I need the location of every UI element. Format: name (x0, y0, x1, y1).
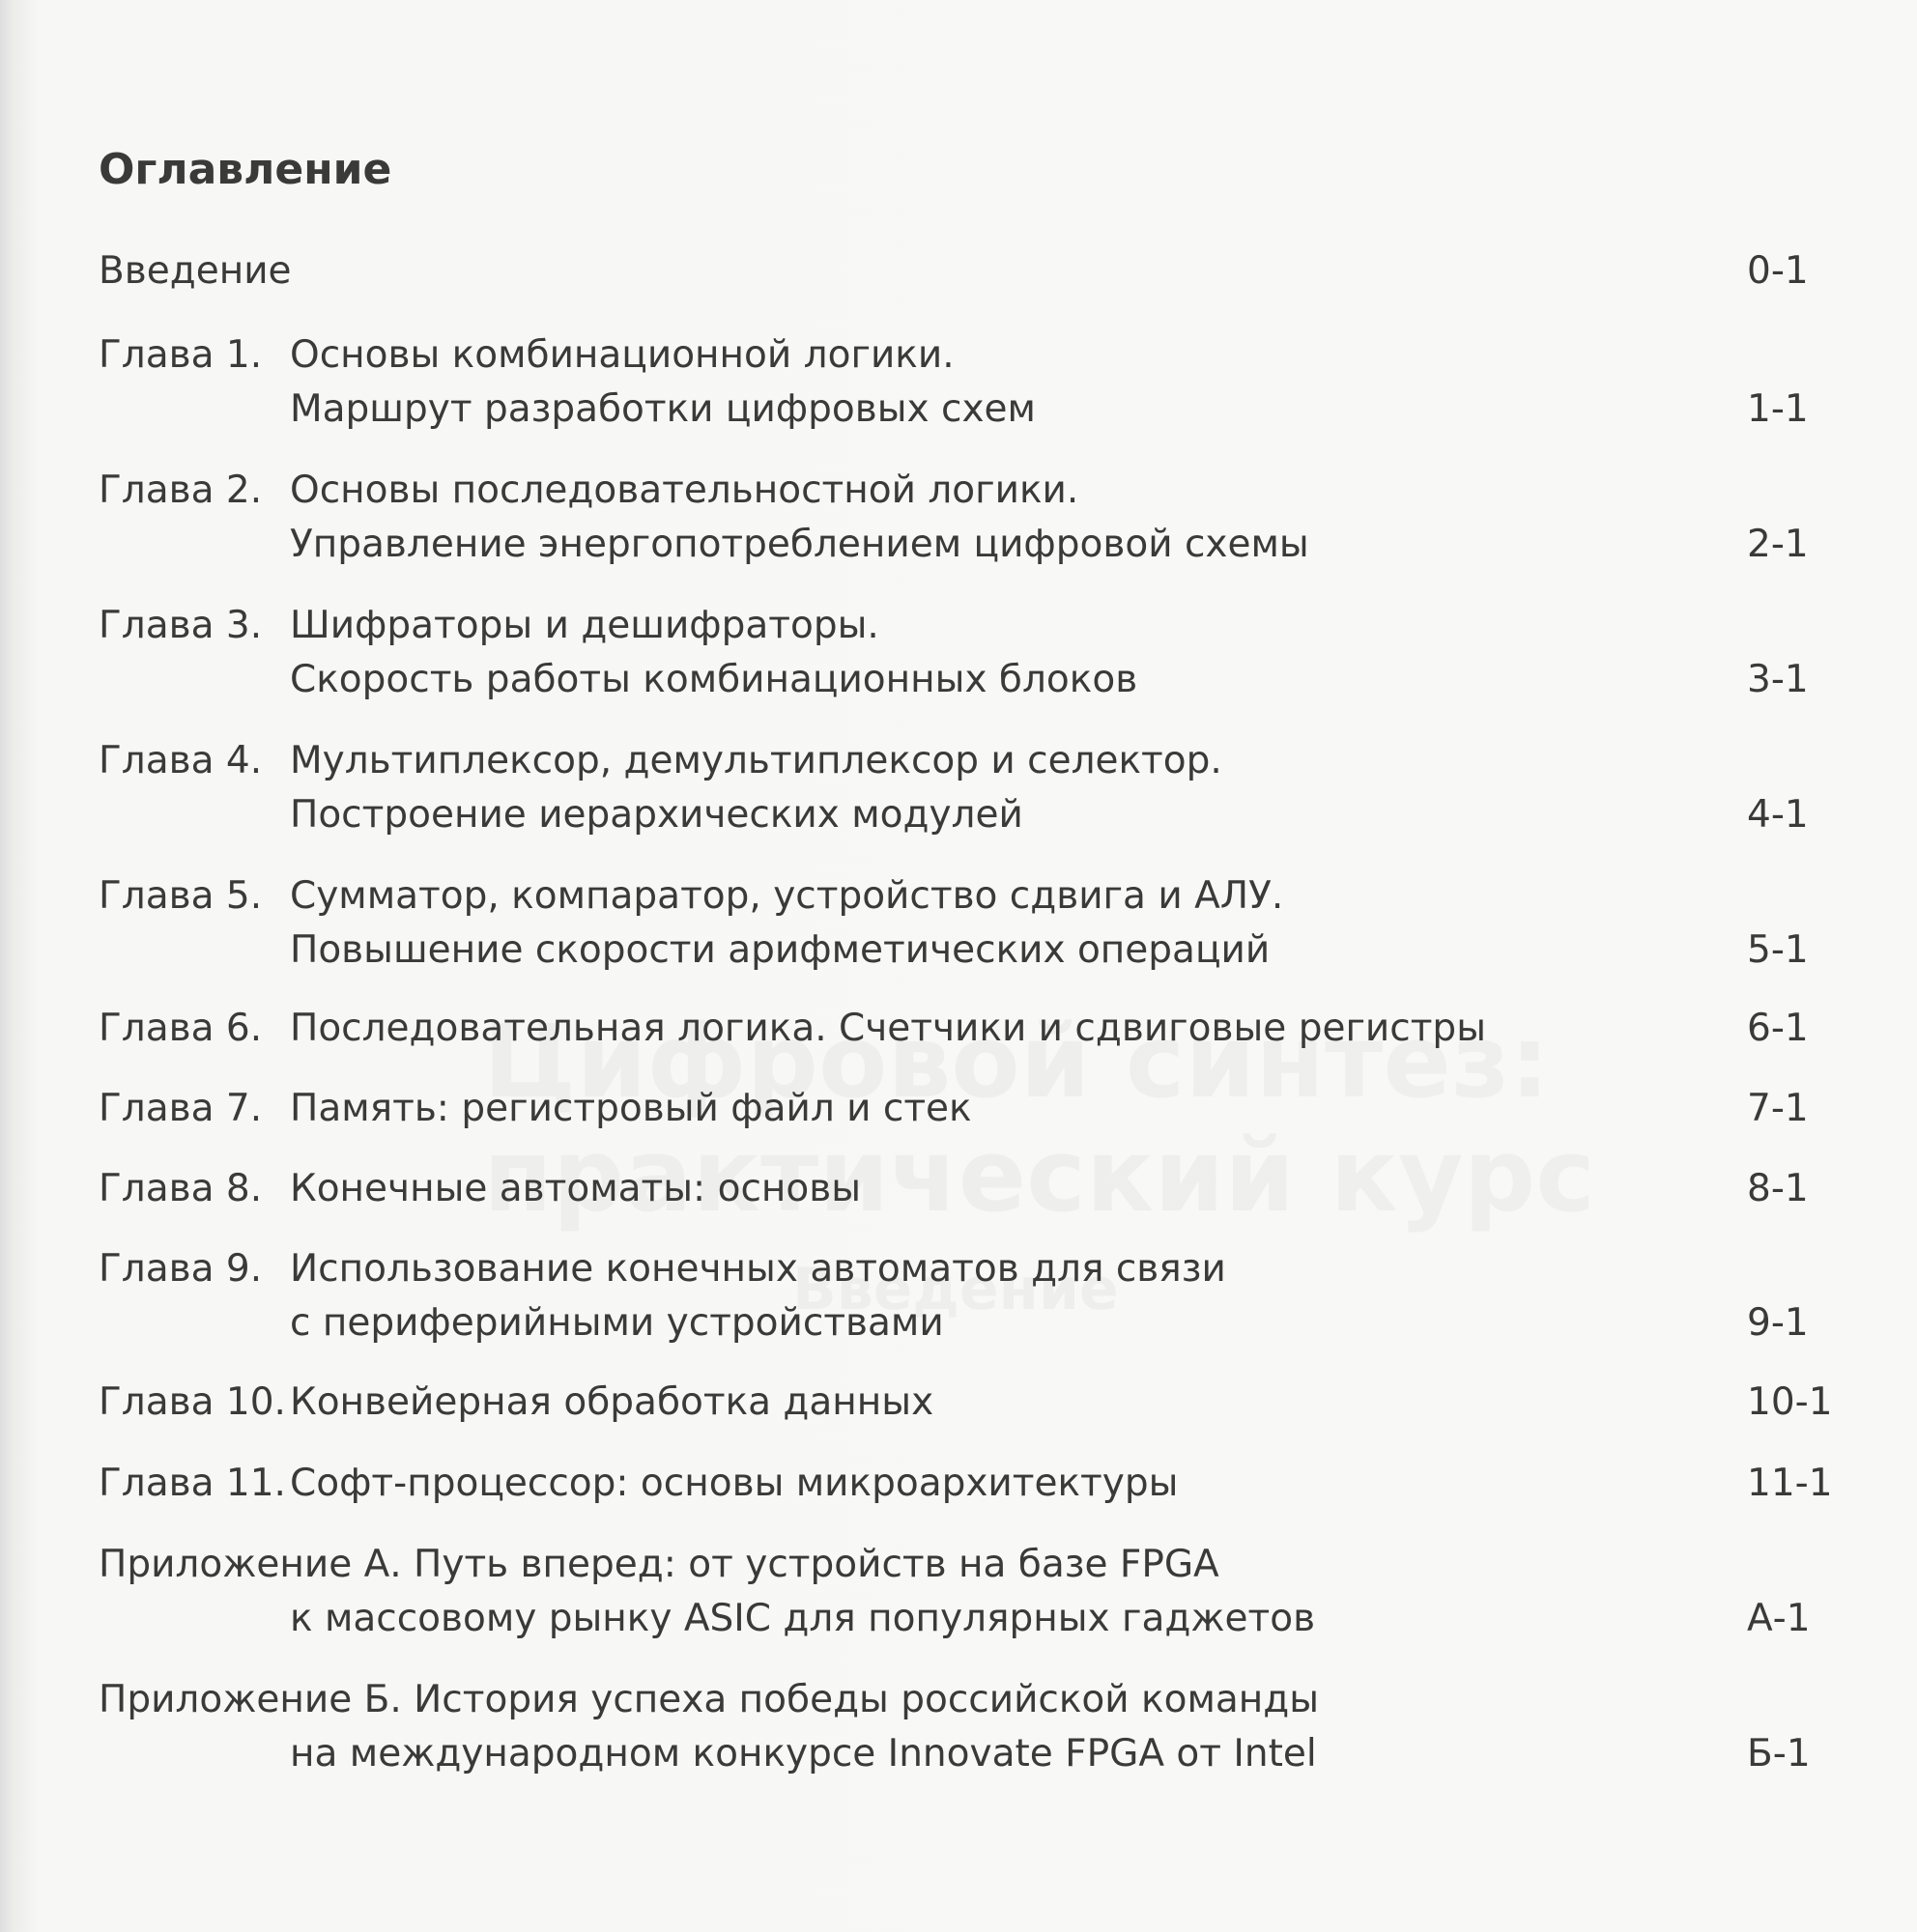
toc-title: Приложение А. Путь вперед: от устройств на базе FPGA к массовому рынку ASIC для популярных гаджетов (99, 1543, 1316, 1640)
toc-label: Глава 10. (99, 1380, 286, 1424)
toc-page-number: 1-1 (1747, 387, 1809, 431)
toc-label: Глава 8. (99, 1167, 263, 1210)
toc-label: Глава 5. (99, 874, 263, 918)
toc-title: Шифраторы и дешифраторы. Скорость работы комбинационных блоков (290, 604, 1138, 701)
toc-title: Основы комбинационной логики. Маршрут разработки цифровых схем (290, 333, 1036, 431)
toc-page-number: 4-1 (1747, 793, 1809, 837)
toc-page-number: Б-1 (1747, 1732, 1811, 1776)
toc-title: Конвейерная обработка данных (290, 1380, 934, 1424)
toc-title: Основы последовательностной логики. Управление энергопотреблением цифровой схемы (290, 469, 1309, 566)
toc-page-number: 7-1 (1747, 1087, 1809, 1130)
toc-page-number: 9-1 (1747, 1301, 1809, 1345)
toc-title: Конечные автоматы: основы (290, 1167, 862, 1210)
toc-title: Приложение Б. История успеха победы российской команды на международном конкурсе Innovate FPGA от Intel (99, 1678, 1320, 1776)
page-title: Оглавление (99, 145, 392, 194)
toc-page-number: 3-1 (1747, 658, 1809, 701)
toc-label: Глава 6. (99, 1007, 263, 1050)
toc-title: Софт-процессор: основы микроархитектуры (290, 1462, 1179, 1505)
toc-label: Глава 9. (99, 1247, 263, 1291)
toc-page-number: 5-1 (1747, 928, 1809, 972)
toc-label: Глава 3. (99, 604, 263, 647)
toc-label: Глава 1. (99, 333, 263, 377)
toc-page-number: А-1 (1747, 1597, 1811, 1640)
toc-label: Глава 11. (99, 1462, 286, 1505)
toc-title: Использование конечных автоматов для связи с периферийными устройствами (290, 1247, 1226, 1345)
toc-title: Сумматор, компаратор, устройство сдвига и АЛУ. Повышение скорости арифметических операций (290, 874, 1284, 972)
toc-page-number: 2-1 (1747, 523, 1809, 566)
toc-title: Мультиплексор, демультиплексор и селектор. Построение иерархических модулей (290, 739, 1222, 837)
toc-label: Глава 4. (99, 739, 263, 782)
toc-page-number: 10-1 (1747, 1380, 1833, 1424)
toc-label: Глава 2. (99, 469, 263, 512)
toc-page-number: 11-1 (1747, 1462, 1833, 1505)
toc-title: Память: регистровый файл и стек (290, 1087, 972, 1130)
toc-label: Введение (99, 249, 292, 293)
toc-title: Последовательная логика. Счетчики и сдвиговые регистры (290, 1007, 1486, 1050)
toc-page-number: 0-1 (1747, 249, 1809, 293)
toc-label: Глава 7. (99, 1087, 263, 1130)
toc-page-number: 8-1 (1747, 1167, 1809, 1210)
toc-page-number: 6-1 (1747, 1007, 1809, 1050)
